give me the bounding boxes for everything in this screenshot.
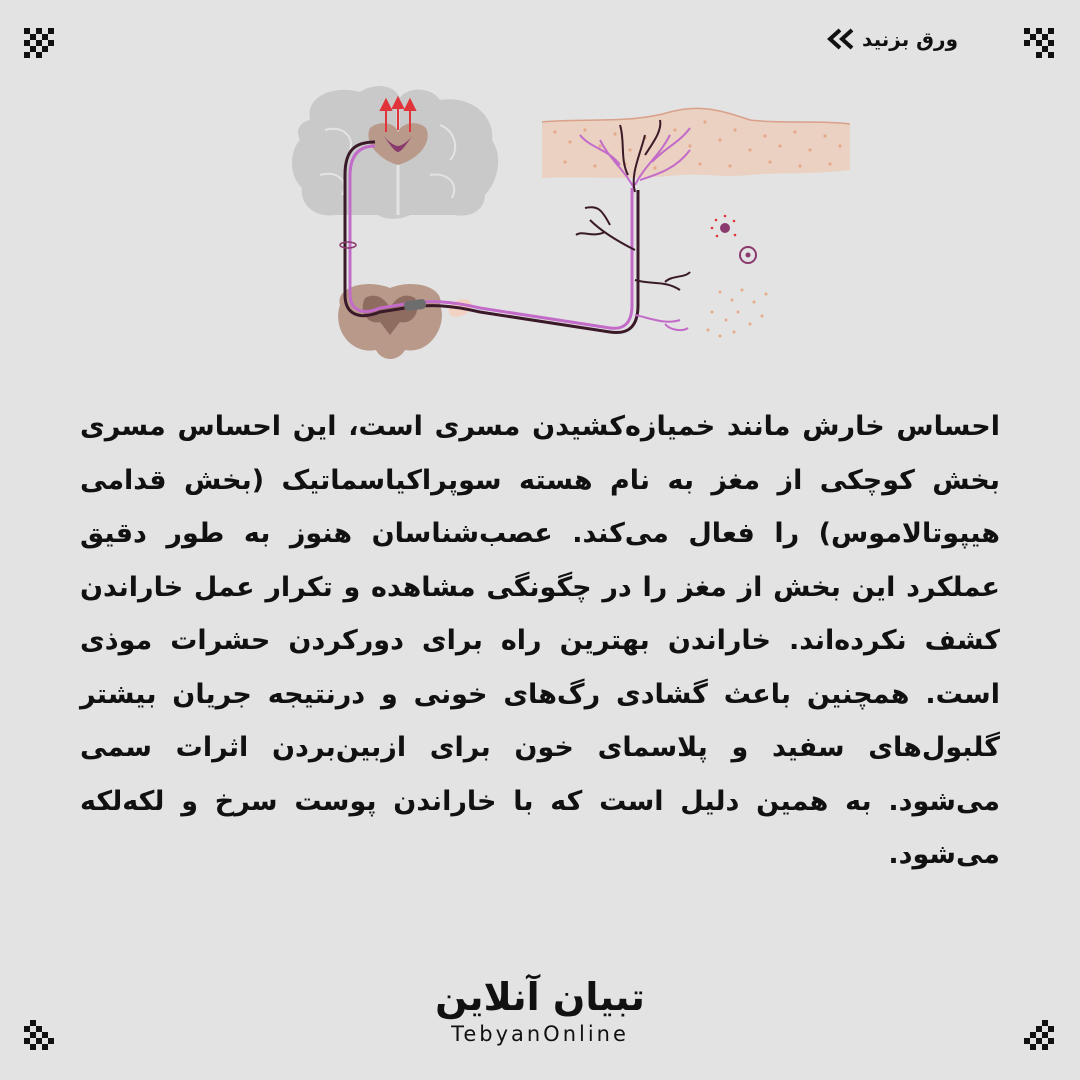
brand-logo[interactable] — [390, 975, 690, 1049]
brand-name-en: TebyanOnline — [451, 1022, 629, 1046]
swipe-hint[interactable] — [826, 22, 958, 56]
dot-pattern-icon — [20, 24, 60, 64]
dot-pattern-icon — [1020, 1016, 1060, 1056]
brand-name-fa: تبیان آنلاین — [435, 975, 645, 1019]
double-chevron-left-icon — [826, 28, 856, 50]
swipe-label: ورق بزنید — [862, 27, 958, 51]
article-paragraph: احساس خارش مانند خمیازه‌کشیدن مسری است، این احساس مسری بخش کوچکی از مغز به نام هسته سوپراکیاسماتیک (بخش قدامی هیپوتالاموس) را فعال می‌کند. عصب‌شناسان هنوز به طور دقیق عملکرد این بخش از مغز را در چگونگی مشاهده و تکرار عمل خاراندن کشف نکرده‌اند. خاراندن بهترین راه برای دورکردن حشرات موذی است. همچنین باعث گشادی رگ‌های خونی و درنتیجه جریان بیشتر گلبول‌های سفید و پلاسمای خون برای ازبین‌بردن اثرات سمی می‌شود. به همین دلیل است که با خاراندن پوست سرخ و لکه‌لکه می‌شود. — [80, 411, 1000, 870]
spinal-cord-icon — [338, 284, 474, 359]
itch-pathway-illustration — [280, 80, 880, 380]
dot-pattern-icon — [1020, 24, 1060, 64]
cell-markers — [707, 215, 768, 338]
brain-icon — [292, 86, 498, 219]
dot-pattern-icon — [20, 1016, 60, 1056]
